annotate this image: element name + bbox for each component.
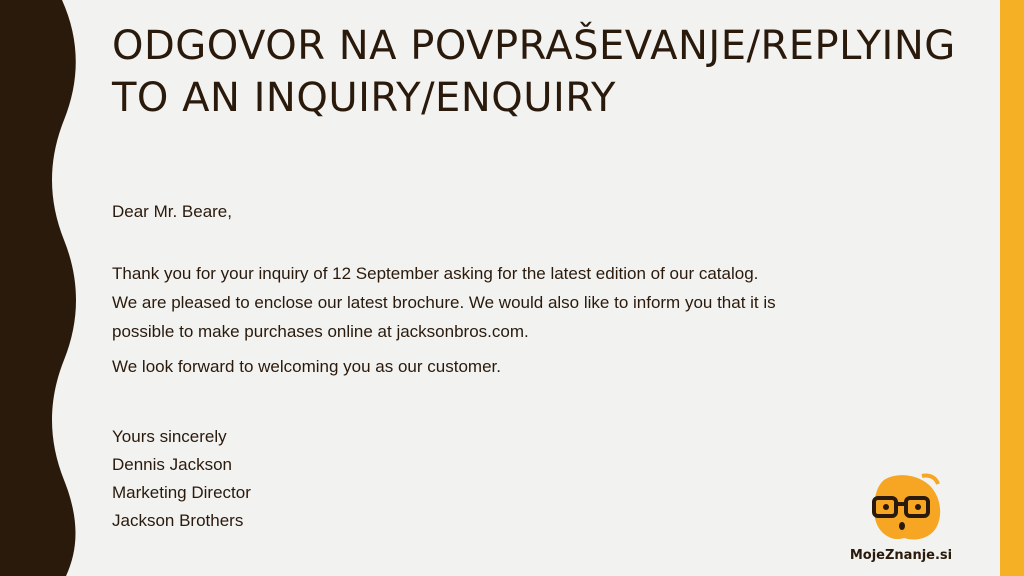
signature-company: Jackson Brothers (112, 511, 244, 530)
paragraph-line: Thank you for your inquiry of 12 September asking for the latest edition of our catalog. (112, 264, 759, 283)
left-wavy-band (0, 0, 90, 576)
logo-text: MojeZnanje.si (849, 548, 953, 563)
letter-salutation: Dear Mr. Beare, (112, 202, 232, 221)
glasses-mascot-icon (836, 470, 966, 548)
paragraph-line: We are pleased to enclose our latest brochure. We would also like to inform you that it is (112, 293, 776, 312)
paragraph-line: possible to make purchases online at jacksonbros.com. (112, 322, 529, 341)
closing-line: Yours sincerely (112, 427, 227, 446)
signature-title: Marketing Director (112, 483, 251, 502)
letter-paragraph-1 (112, 259, 932, 346)
letter-closing (112, 423, 932, 535)
signature-name: Dennis Jackson (112, 455, 233, 474)
mojeznanje-logo (836, 470, 966, 570)
slide-title: ODGOVOR NA POVPRAŠEVANJE/REPLYING TO AN INQUIRY/ENQUIRY (112, 23, 956, 121)
letter-paragraph-2: We look forward to welcoming you as our customer. (112, 357, 501, 376)
right-accent-band (1000, 0, 1024, 576)
